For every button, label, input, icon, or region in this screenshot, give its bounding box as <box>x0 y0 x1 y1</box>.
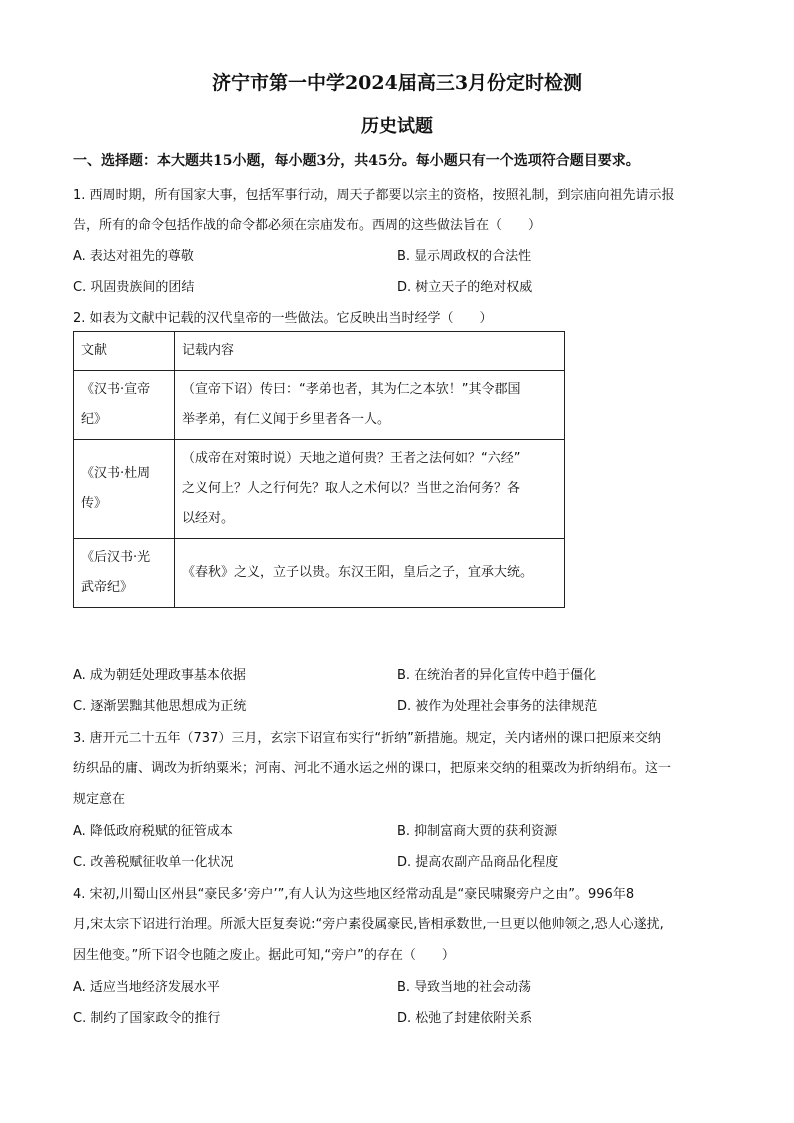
subject-title: 历史试题 <box>361 116 433 137</box>
table-row <box>74 440 565 539</box>
table-cell-content: 《春秋》之义，立子以贵。东汉王阳，皇后之子，宜承大统。 <box>175 539 565 608</box>
q4-option-c: C. 制约了国家政令的推行 <box>73 1011 221 1026</box>
q3-stem-line-2: 纺织品的庸、调改为折纳粟米；河南、河北不通水运之州的课口，把原来交纳的租粟改为折纳绢布。这一 <box>73 761 672 776</box>
q4-stem-line-3: 因生他变。”所下诏令也随之废止。据此可知,“旁户”的存在（ ） <box>73 948 455 963</box>
table-row <box>74 371 565 440</box>
q4-stem-line-1: 4. 宋初,川蜀山区州县“豪民多‘旁户’”,有人认为这些地区经常动乱是“豪民啸聚旁户之由”。996年8 <box>73 887 635 902</box>
q1-option-a: A. 表达对祖先的尊敬 <box>73 249 194 264</box>
q3-option-a: A. 降低政府税赋的征管成本 <box>73 824 233 839</box>
q1-stem-line-1: 1. 西周时期，所有国家大事，包括军事行动，周天子都要以宗主的资格，按照礼制，到宗庙向祖先请示报 <box>73 188 675 203</box>
q2-option-b: B. 在统治者的异化宣传中趋于僵化 <box>397 668 597 683</box>
table-cell-content: （宣帝下诏）传曰：“孝弟也者，其为仁之本欤！”其令郡国 举孝弟，有仁义闻于乡里者各一人。 <box>175 371 565 440</box>
q1-option-d: D. 树立天子的绝对权威 <box>397 280 533 295</box>
q3-option-c: C. 改善税赋征收单一化状况 <box>73 855 234 870</box>
q1-option-b: B. 显示周政权的合法性 <box>397 249 532 264</box>
q1-stem-line-2: 告，所有的命令包括作战的命令都必须在宗庙发布。西周的这些做法旨在（ ） <box>73 218 542 233</box>
q2-option-a: A. 成为朝廷处理政事基本依据 <box>73 668 246 683</box>
q1-option-c: C. 巩固贵族间的团结 <box>73 280 195 295</box>
table-cell-source: 《汉书·宣帝 纪》 <box>74 371 175 440</box>
table-cell-source: 《后汉书·光 武帝纪》 <box>74 539 175 608</box>
q2-option-c: C. 逐渐罢黜其他思想成为正统 <box>73 699 247 714</box>
q4-option-d: D. 松弛了封建依附关系 <box>397 1011 533 1026</box>
table-cell-content: （成帝在对策时说）天地之道何贵？王者之法何如？“六经” 之义何上？人之行何先？取人之术何以？当世之治何务？各 以经对。 <box>175 440 565 539</box>
q3-stem-line-3: 规定意在 <box>73 792 126 807</box>
source-table <box>73 331 565 608</box>
table-header-source: 文献 <box>74 332 175 371</box>
exam-title: 济宁市第一中学2024届高三3月份定时检测 <box>211 72 583 94</box>
table-header-row <box>74 332 565 371</box>
table-row <box>74 539 565 608</box>
q4-stem-line-2: 月,宋太宗下诏进行治理。所派大臣复奏说:“旁户素役属豪民,皆相承数世,一旦更以他帅领之,恐人心遂扰, <box>73 917 664 932</box>
q3-option-b: B. 抑制富商大贾的获利资源 <box>397 824 558 839</box>
q2-stem: 2. 如表为文献中记载的汉代皇帝的一些做法。它反映出当时经学（ ） <box>73 311 493 326</box>
table-header-content: 记载内容 <box>175 332 565 371</box>
q4-option-a: A. 适应当地经济发展水平 <box>73 980 220 995</box>
table-cell-source: 《汉书·杜周 传》 <box>74 440 175 539</box>
section-heading: 一、选择题：本大题共15小题，每小题3分，共45分。每小题只有一个选项符合题目要求。 <box>73 153 640 169</box>
q4-option-b: B. 导致当地的社会动荡 <box>397 980 532 995</box>
q2-option-d: D. 被作为处理社会事务的法律规范 <box>397 699 598 714</box>
q3-option-d: D. 提高农副产品商品化程度 <box>397 855 559 870</box>
q3-stem-line-1: 3. 唐开元二十五年（737）三月，玄宗下诏宣布实行“折纳”新措施。规定，关内诸州的课口把原来交纳 <box>73 731 661 746</box>
